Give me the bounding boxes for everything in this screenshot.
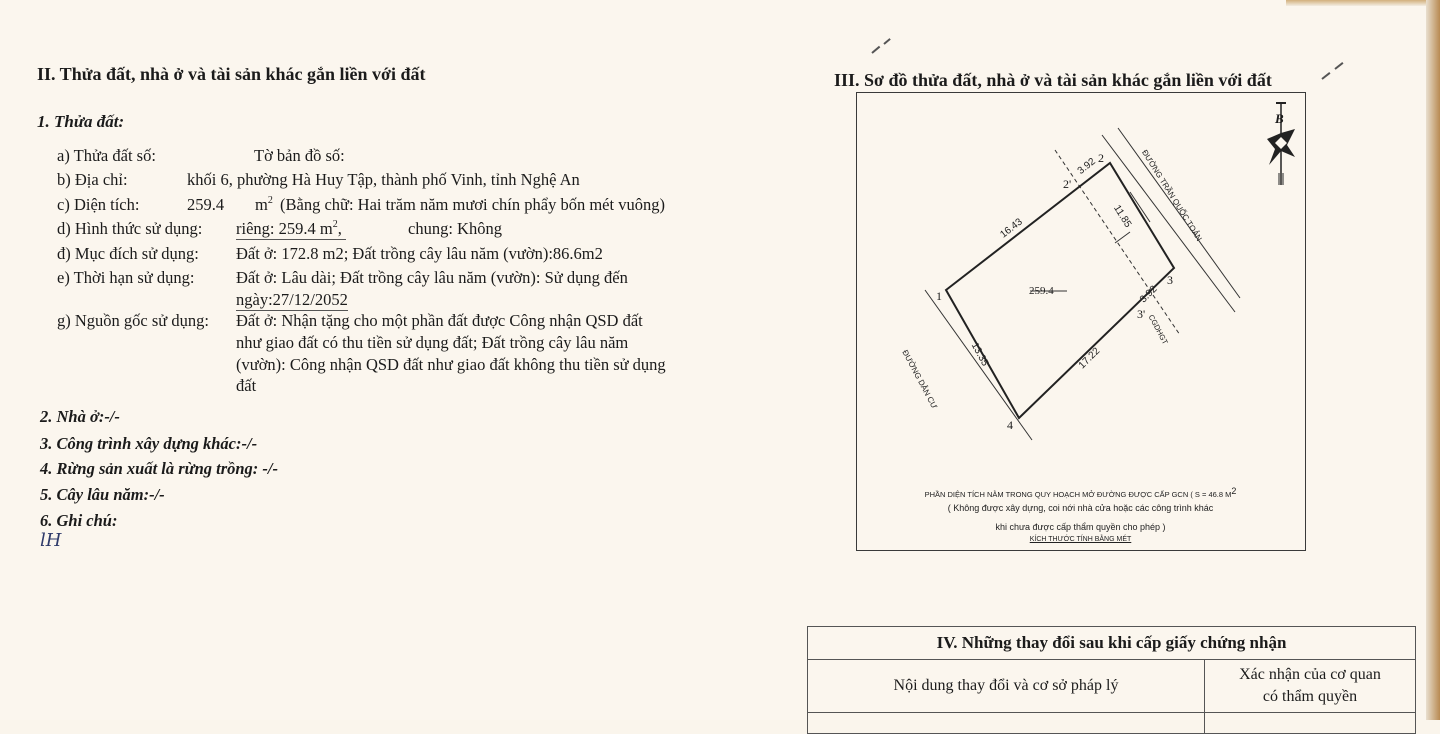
changes-cell [808,713,1205,734]
usage-term-value-2: ngày:27/12/2052 [236,290,348,309]
item-house: 2. Nhà ở:-/- [40,407,120,426]
vertex-2-prime: 2' [1063,177,1072,191]
item-other-construction: 3. Công trình xây dựng khác:-/- [40,434,258,453]
usage-purpose-label: đ) Mục đích sử dụng: [57,244,199,263]
edge-4-1: 13.35 [968,340,991,369]
road-west-label: ĐƯỜNG DÂN CƯ [900,348,940,411]
page-edge [1426,0,1440,720]
usage-private: riêng: 259.4 $m^2$, [236,219,346,240]
edge-2-2p: 3.92 [1075,156,1098,177]
usage-origin-value-1: Đất ở: Nhận tặng cho một phần đất được Công nhận QSD đất [236,311,643,330]
usage-origin-label: g) Nguồn gốc sử dụng: [57,311,209,330]
usage-origin-value-4: đất [236,376,257,395]
vertex-4: 4 [1007,418,1013,432]
pen-mark [1321,72,1330,80]
plot-diagram [856,92,1306,551]
changes-col-content: Nội dung thay đổi và cơ sở pháp lý [808,660,1205,713]
area-label: 259.4 [1029,285,1054,297]
usage-origin-value-2: như giao đất có thu tiền sử dụng đất; Đất trồng cây lâu năm [236,333,629,352]
plot-number-label: a) Thửa đất số: [57,146,156,165]
area-unit: $m^2$ [255,195,273,214]
address-label: b) Địa chỉ: [57,170,128,189]
address-value: khối 6, phường Hà Huy Tập, thành phố Vinh, tỉnh Nghệ An [187,170,580,189]
changes-table [807,626,1416,734]
vertex-3: 3 [1167,273,1173,287]
edge-2-3: 11.85 [1111,203,1134,230]
unit-note: KÍCH THƯỚC TÍNH BẰNG MÉT [1029,536,1132,543]
planning-note: PHẦN DIỆN TÍCH NẰM TRONG QUY HOẠCH MỞ ĐƯỜNG ĐƯỢC CẤP GCN ( S = 46.8 M2 [924,486,1237,499]
area-label: c) Diện tích: [57,195,140,214]
edge-1-2: 16.43 [998,216,1025,241]
usage-form-label: d) Hình thức sử dụng: [57,219,203,238]
north-arrow-icon [1261,99,1301,189]
page-edge [1286,0,1426,6]
area-in-words: (Bằng chữ: Hai trăm năm mươi chín phẩy bốn mét vuông) [280,195,665,214]
pen-mark [1334,62,1343,70]
usage-shared: chung: Không [408,219,502,238]
area-value: 259.4 [187,195,225,214]
construction-note: ( Không được xây dựng, coi nới nhà cửa hoặc các công trình khác [947,503,1214,513]
changes-cell [1205,713,1416,734]
pen-mark [871,46,880,54]
section-3-title: III. Sơ đồ thửa đất, nhà ở và tài sản khác gắn liền với đất [834,70,1272,90]
item-notes: 6. Ghi chú: [40,511,118,530]
edge-3-3p: 3.92 [1137,283,1160,306]
pen-mark [883,38,890,45]
edge-3p-4: 17.22 [1076,345,1103,372]
map-sheet-label: Tờ bản đồ số: [254,146,345,165]
usage-term-value-1: Đất ở: Lâu dài; Đất trồng cây lâu năm (vườn): Sử dụng đến [236,268,628,287]
vertex-2: 2 [1098,151,1104,165]
compass-letter: B [1275,111,1284,126]
usage-term-label: e) Thời hạn sử dụng: [57,268,195,287]
usage-origin-value-3: (vườn): Công nhận QSD đất như giao đất không thu tiền sử dụng [236,355,666,374]
road-east-label: ĐƯỜNG TRẦN QUỐC TOẢN [1140,148,1204,243]
vertex-1: 1 [936,289,942,303]
vertex-3-prime: 3' [1137,307,1146,321]
item-forest: 4. Rừng sản xuất là rừng trồng: -/- [40,459,278,478]
changes-col-confirmation: Xác nhận của cơ quan có thẩm quyền [1205,660,1416,713]
usage-purpose-value: Đất ở: 172.8 m2; Đất trồng cây lâu năm (vườn):86.6m2 [236,244,603,263]
setback-label: CGDHGT [1146,313,1170,346]
land-plot-heading: 1. Thửa đất: [37,112,125,131]
section-2-title: II. Thửa đất, nhà ở và tài sản khác gắn liền với đất [37,64,426,84]
item-perennial-trees: 5. Cây lâu năm:-/- [40,485,165,504]
plot-diagram-frame [856,92,1306,551]
permission-note: khi chưa được cấp thẩm quyền cho phép ) [995,522,1166,532]
handwritten-signature: lH [40,530,62,551]
section-4-title: IV. Những thay đổi sau khi cấp giấy chứng nhận [808,627,1416,660]
